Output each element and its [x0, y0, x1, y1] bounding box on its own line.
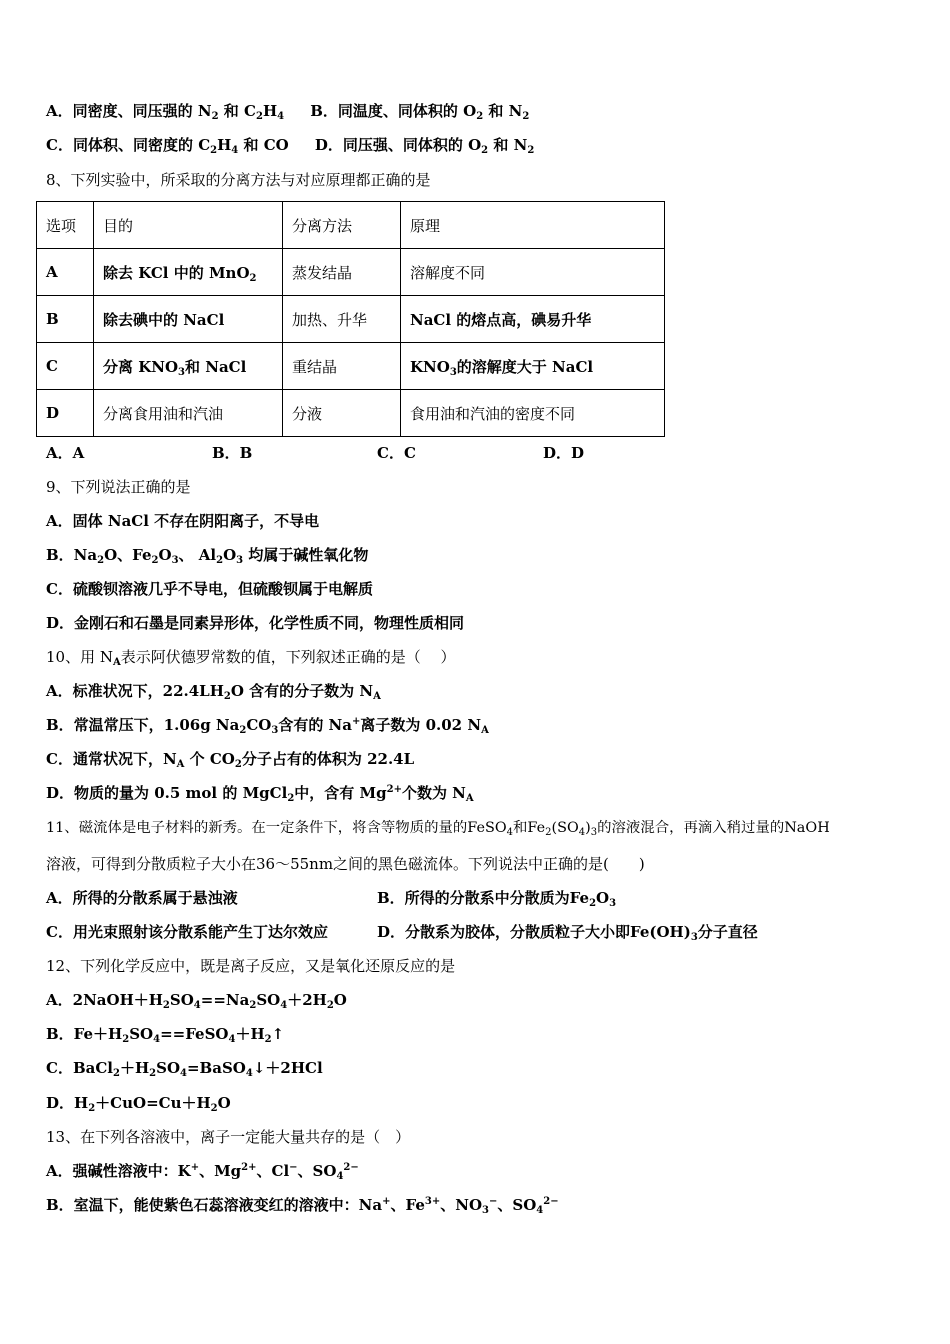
q8-option-b[interactable]: B．B — [212, 444, 253, 462]
cell-key: C — [37, 343, 94, 390]
q10-option-a[interactable]: A．标准状况下，$22.4LH_2O$ 含有的分子数为 $N_A$ — [46, 682, 381, 702]
q10-option-c[interactable]: C．通常状况下，$N_A$ 个 $CO_2$分子占有的体积为 22.4L — [46, 750, 415, 770]
cell-principle: $KNO_3$的溶解度大于 NaCl — [401, 343, 665, 390]
cell-key: D — [37, 390, 94, 437]
q8-option-d[interactable]: D．D — [543, 444, 585, 462]
header-principle: 原理 — [401, 202, 665, 249]
header-purpose: 目的 — [94, 202, 283, 249]
q8-table — [36, 201, 665, 437]
table-row — [37, 343, 665, 390]
q13-stem: 13、在下列各溶液中，离子一定能大量共存的是（ ） — [46, 1128, 411, 1146]
cell-purpose: 除去碘中的 NaCl — [94, 296, 283, 343]
cell-method: 分液 — [283, 390, 401, 437]
q7-options-cd — [46, 135, 534, 155]
q9-option-c[interactable]: C．硫酸钡溶液几乎不导电，但硫酸钡属于电解质 — [46, 580, 373, 598]
q12-option-d[interactable]: D．$H_2+CuO=Cu+H_2O$ — [46, 1094, 231, 1114]
cell-method: 重结晶 — [283, 343, 401, 390]
q11-stem-line2: 溶液，可得到分散质粒子大小在36～55nm之间的黑色磁流体。下列说法中正确的是( ) — [46, 855, 645, 873]
cell-principle: NaCl 的熔点高，碘易升华 — [401, 296, 665, 343]
q13-option-a[interactable]: A．强碱性溶液中：K+、$Mg^{2+}$、Cl−、$SO_4^{2-}$ — [46, 1162, 359, 1182]
q7-options-ab — [46, 101, 529, 121]
q12-option-c[interactable]: C．$BaCl_2+H_2SO_4=BaSO_4↓+2HCl$ — [46, 1059, 323, 1079]
q9-option-a[interactable]: A．固体 NaCl 不存在阴阳离子，不导电 — [46, 512, 320, 530]
q7-option-b[interactable]: B．同温度、同体积的 $O_2$ 和 $N_2$ — [310, 102, 530, 122]
q10-option-b[interactable]: B．常温常压下，1.06g $Na_2CO_3$含有的 Na+离子数为 0.02 $N_A$ — [46, 716, 489, 736]
q11-option-d[interactable]: D．分散系为胶体，分散质粒子大小即$Fe(OH)_3$分子直径 — [377, 923, 758, 943]
cell-principle: 溶解度不同 — [401, 249, 665, 296]
header-method: 分离方法 — [283, 202, 401, 249]
cell-method: 蒸发结晶 — [283, 249, 401, 296]
q13-option-b[interactable]: B．室温下，能使紫色石蕊溶液变红的溶液中：Na+、$Fe^{3+}$、$NO_3^-$、$SO_4^{2-}$ — [46, 1196, 559, 1216]
q7-option-a[interactable]: A．同密度、同压强的 $N_2$ 和 $C_2H_4$ — [46, 102, 285, 122]
q11-option-b[interactable]: B．所得的分散系中分散质为$Fe_2O_3$ — [377, 889, 617, 909]
cell-method: 加热、升华 — [283, 296, 401, 343]
q8-stem: 8、下列实验中，所采取的分离方法与对应原理都正确的是 — [46, 171, 431, 189]
q11-option-a[interactable]: A．所得的分散系属于悬浊液 — [46, 889, 238, 907]
cell-key: B — [37, 296, 94, 343]
q9-stem: 9、下列说法正确的是 — [46, 478, 191, 496]
q8-option-c[interactable]: C．C — [377, 444, 416, 462]
table-header-row — [37, 202, 665, 249]
q7-option-d[interactable]: D．同压强、同体积的 $O_2$ 和 $N_2$ — [314, 136, 535, 156]
q12-stem: 12、下列化学反应中，既是离子反应，又是氧化还原反应的是 — [46, 957, 456, 975]
q9-option-d[interactable]: D．金刚石和石墨是同素异形体，化学性质不同，物理性质相同 — [46, 614, 465, 632]
table-row — [37, 249, 665, 296]
q7-option-c[interactable]: C．同体积、同密度的 $C_2H_4$ 和 CO — [46, 136, 289, 156]
header-option: 选项 — [37, 202, 94, 249]
table-row — [37, 390, 665, 437]
cell-purpose: 分离 $KNO_3$和 NaCl — [94, 343, 283, 390]
cell-principle: 食用油和汽油的密度不同 — [401, 390, 665, 437]
q10-stem: 10、用 $N_A$表示阿伏德罗常数的值，下列叙述正确的是（ ） — [46, 648, 456, 668]
q10-option-d[interactable]: D．物质的量为 0.5 mol 的 MgCl$_2$中，含有 $Mg^{2+}$个数为 $N_A$ — [46, 784, 474, 804]
table-row — [37, 296, 665, 343]
q11-option-c[interactable]: C．用光束照射该分散系能产生丁达尔效应 — [46, 923, 328, 941]
q11-stem-line1: 11、磁流体是电子材料的新秀。在一定条件下，将含等物质的量的FeSO$_4$和$Fe_2(SO_4)_3$的溶液混合，再滴入稍过量的NaOH — [46, 820, 830, 838]
q9-option-b[interactable]: B．$Na_2O$、$Fe_2O_3$、 $Al_2O_3$ 均属于碱性氧化物 — [46, 546, 369, 566]
q8-option-a[interactable]: A．A — [46, 444, 85, 462]
cell-purpose: 除去 KCl 中的 MnO$_2$ — [94, 249, 283, 296]
cell-purpose: 分离食用油和汽油 — [94, 390, 283, 437]
cell-key: A — [37, 249, 94, 296]
q12-option-b[interactable]: B．$Fe+H_2SO_4==FeSO_4+H_2↑$ — [46, 1025, 285, 1045]
q12-option-a[interactable]: A．$2NaOH+H_2SO_4==Na_2SO_4+2H_2O$ — [46, 991, 347, 1011]
